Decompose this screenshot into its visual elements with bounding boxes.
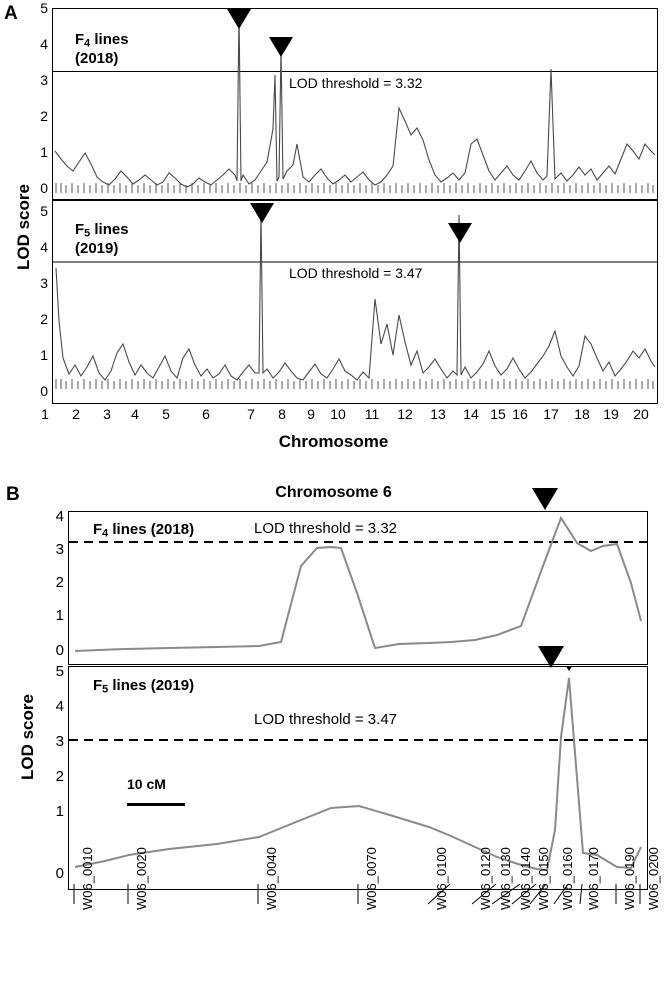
x-tick-marker-w06-0140: W06_0140 (518, 847, 533, 910)
y-tick-a-bottom-5: 5 (40, 203, 48, 219)
scalebar-label: 10 cM (127, 776, 166, 792)
series-label-a-top-line2: (2018) (75, 49, 119, 67)
y-tick-b-top-2: 2 (55, 574, 64, 591)
y-tick-b-top-3: 3 (55, 541, 64, 558)
series-label-a-bottom-line2: (2019) (75, 239, 119, 257)
series-label-a-top (75, 31, 129, 67)
x-tick-marker-w06-0130: W06_0130 (498, 847, 513, 910)
y-tick-a-bottom-4: 4 (40, 239, 48, 255)
chart-b-top (68, 511, 648, 665)
y-tick-a-top-5: 5 (40, 0, 48, 16)
panel-a (0, 0, 667, 470)
y-tick-b-bottom-5: 5 (55, 663, 64, 680)
x-tick-chr-12: 12 (397, 406, 413, 422)
series-label-a-bottom (75, 221, 129, 257)
x-tick-chr-13: 13 (430, 406, 446, 422)
x-tick-chr-9: 9 (307, 406, 315, 422)
x-axis-label-a: Chromosome (278, 432, 389, 451)
panel-a-letter: A (4, 3, 18, 24)
x-tick-marker-w06-0160: W06_0160 (560, 847, 575, 910)
x-tick-marker-w06-0120: W06_0120 (478, 847, 493, 910)
y-tick-a-top-4: 4 (40, 36, 48, 52)
qtl-arrow-icon (532, 488, 558, 510)
chart-a-bottom (52, 200, 658, 404)
y-tick-a-top-3: 3 (40, 72, 48, 88)
threshold-label-b-bottom: LOD threshold = 3.47 (254, 711, 398, 728)
x-tick-marker-w06-0070: W06_0070 (364, 847, 379, 910)
x-tick-marker-w06-0150: W06_0150 (536, 847, 551, 910)
x-tick-chr-17: 17 (543, 406, 559, 422)
y-tick-a-top-2: 2 (40, 108, 48, 124)
threshold-label-a-bottom: LOD threshold = 3.47 (289, 265, 423, 281)
threshold-label-b-top: LOD threshold = 3.32 (254, 520, 398, 537)
x-tick-chr-11: 11 (364, 406, 380, 422)
qtl-arrow-b-bottom-outer (536, 644, 566, 670)
series-label-a-top-line1: $F_4$ lines (75, 31, 129, 50)
panel-b (0, 470, 667, 990)
x-tick-chr-15: 15 (490, 406, 506, 422)
chart-a-top (52, 8, 658, 200)
y-tick-a-bottom-1: 1 (40, 347, 48, 363)
x-tick-chr-14: 14 (463, 406, 479, 422)
qtl-arrow-b-top-outer (530, 486, 560, 512)
x-tick-marker-w06-0040: W06_0040 (264, 847, 279, 910)
x-tick-chr-18: 18 (574, 406, 590, 422)
y-tick-b-bottom-0: 0 (55, 865, 64, 882)
y-tick-b-top-1: 1 (55, 607, 64, 624)
y-axis-label-a: LOD score (14, 184, 33, 270)
y-tick-b-bottom-1: 1 (55, 803, 64, 820)
y-axis-label-b: LOD score (18, 694, 37, 780)
x-tick-marker-w06-0100: W06_0100 (434, 847, 449, 910)
y-tick-b-top-4: 4 (55, 508, 64, 525)
qtl-arrow-group-a-bottom (53, 201, 657, 403)
series-label-a-bottom-line1: $F_5$ lines (75, 221, 129, 240)
y-tick-b-bottom-2: 2 (55, 768, 64, 785)
chart-b-title: Chromosome 6 (275, 484, 392, 501)
panel-b-letter: B (6, 484, 20, 505)
x-tick-chr-16: 16 (512, 406, 528, 422)
x-tick-marker-w06-0010: W06_0010 (80, 847, 95, 910)
x-tick-marker-w06-0020: W06_0020 (134, 847, 149, 910)
qtl-arrow-icon (538, 646, 564, 668)
qtl-arrow-icon (227, 9, 251, 29)
y-tick-b-bottom-3: 3 (55, 733, 64, 750)
y-tick-a-bottom-0: 0 (40, 383, 48, 399)
x-tick-chr-20: 20 (633, 406, 649, 422)
x-tick-marker-w06-0190: W06_0190 (622, 847, 637, 910)
y-tick-b-top-0: 0 (55, 642, 64, 659)
x-tick-chr-5: 5 (162, 406, 170, 422)
x-tick-chr-1: 1 (41, 406, 49, 422)
series-label-b-top: $F_4$ lines (2018) (93, 521, 195, 540)
series-label-b-bottom: $F_5$ lines (2019) (93, 677, 195, 696)
y-tick-a-top-0: 0 (40, 180, 48, 196)
x-tick-marker-w06-0200: W06_0200 (646, 847, 661, 910)
x-tick-chr-2: 2 (72, 406, 80, 422)
threshold-label-a-top: LOD threshold = 3.32 (289, 75, 423, 91)
qtl-arrow-group-a-top (53, 9, 657, 199)
scalebar-line (127, 803, 185, 806)
x-tick-chr-8: 8 (278, 406, 286, 422)
y-tick-a-bottom-2: 2 (40, 311, 48, 327)
qtl-arrow-icon (250, 203, 274, 223)
qtl-arrow-icon (448, 223, 472, 243)
x-tick-chr-10: 10 (330, 406, 346, 422)
x-tick-chr-6: 6 (202, 406, 210, 422)
x-tick-chr-7: 7 (247, 406, 255, 422)
y-tick-a-top-1: 1 (40, 144, 48, 160)
y-tick-a-bottom-3: 3 (40, 275, 48, 291)
y-tick-b-bottom-4: 4 (55, 698, 64, 715)
x-tick-marker-w06-0170: W06_0170 (586, 847, 601, 910)
qtl-arrow-icon (269, 37, 293, 57)
x-tick-chr-19: 19 (603, 406, 619, 422)
x-tick-chr-3: 3 (103, 406, 111, 422)
x-tick-chr-4: 4 (131, 406, 139, 422)
